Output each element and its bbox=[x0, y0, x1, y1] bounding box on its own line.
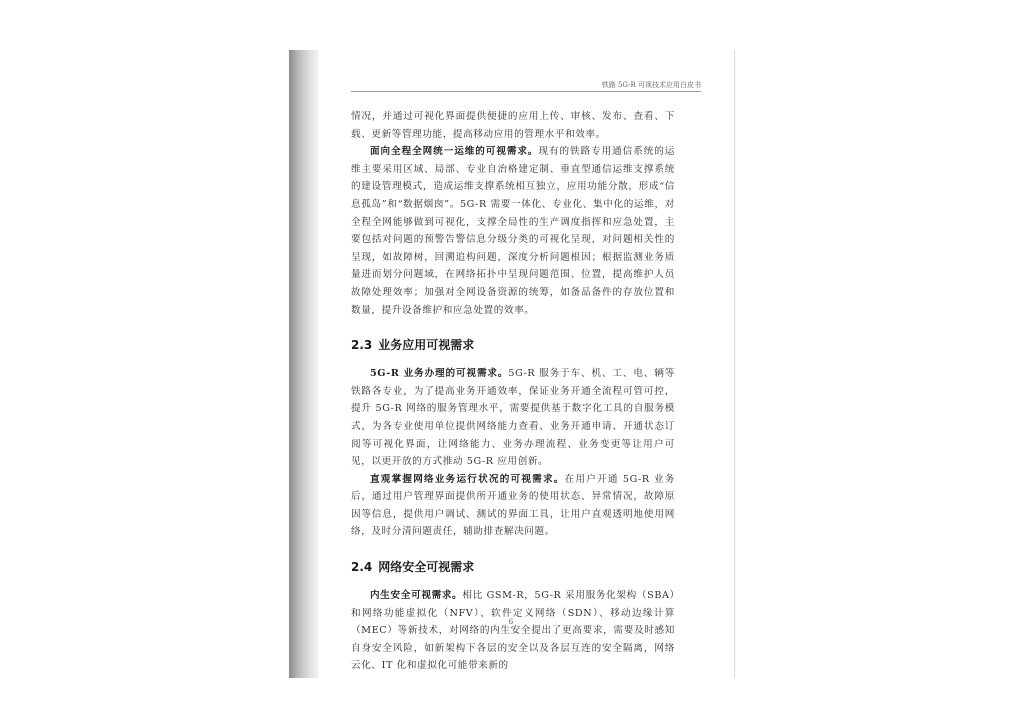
header-rule bbox=[351, 91, 701, 92]
paragraph-lead: 内生安全可视需求。 bbox=[370, 590, 463, 602]
section-number: 2.3 bbox=[351, 338, 373, 353]
section-heading bbox=[351, 337, 675, 353]
paragraph: 5G-R 业务办理的可视需求。5G-R 服务于车、机、工、电、辆等铁路各专业，为了提高业务开通效率，保证业务开通全流程可管可控，提升 5G-R 网络的服务管理水平，需要提供基于数字化工具的自服务模式，为各专业使用单位提供网络能力查看、业务开通申请、开通状态订阅等可视化界面，让网络能力、业务办理流程、业务变更等让用户可见，以更开放的方式推动 5G-R 应用创新。 bbox=[351, 368, 676, 468]
section-title: 业务应用可视需求 bbox=[378, 338, 475, 353]
page-content bbox=[351, 50, 701, 678]
book-page bbox=[289, 50, 735, 678]
page-number: 6 bbox=[508, 618, 514, 626]
paragraph-lead: 5G-R 业务办理的可视需求。 bbox=[370, 368, 509, 380]
paragraph-lead: 面向全程全网统一运维的可视需求。 bbox=[370, 146, 539, 158]
section-number: 2.4 bbox=[351, 560, 373, 575]
paragraph: 情况，并通过可视化界面提供便捷的应用上传、审核、发布、查看、下载、更新等管理功能，提高移动应用的管理水平和效率。 bbox=[351, 111, 675, 140]
running-header: 铁路 5G-R 可视技术应用白皮书 bbox=[601, 81, 701, 89]
paragraph-lead: 直观掌握网络业务运行状况的可视需求。 bbox=[370, 473, 565, 485]
text-block bbox=[351, 108, 675, 675]
page-edge bbox=[734, 50, 735, 678]
section-title: 网络安全可视需求 bbox=[378, 560, 475, 575]
paragraph: 面向全程全网统一运维的可视需求。现有的铁路专用通信系统的运维主要采用区域、局部、专业自治格建定制、垂直型通信运维支撑系统的建设管理模式，造成运维支撑系统相互独立，应用功能分散，形成“信息孤岛”和“数据烟囱”。5G-R 需要一体化、专业化、集中化的运维，对全程全网能够做到可视化，支撑全局性的生产调度指挥和应急处置，主要包括对问题的预警告警信息分级分类的可视化呈现，对问题相关性的呈现，如故障树，回溯追构问题，深度分析问题根因；根据监测业务质量进而划分问题域，在网络拓扑中呈现问题范围、位置，提高维护人员故障处理效率；加强对全网设备资源的统筹，如备品备件的存放位置和数量，提升设备维护和应急处置的效率。 bbox=[351, 146, 675, 316]
paragraph: 直观掌握网络业务运行状况的可视需求。在用户开通 5G-R 业务后，通过用户管理界面提供所开通业务的使用状态、异常情况，故障原因等信息，提供用户调试、测试的界面工具，让用户直观透明地使用网络，及时分清问题责任，辅助排查解决问题。 bbox=[351, 473, 675, 538]
paragraph: 内生安全可视需求。相比 GSM-R，5G-R 采用服务化架构（SBA）和网络功能虚拟化（NFV）、软件定义网络（SDN）、移动边缘计算（MEC）等新技术，对网络的内生安全提出了更高要求，需要及时感知自身安全风险，如新架构下各层的安全以及各层互连的安全隔离，网络云化、IT 化和虚拟化可能带来新的 bbox=[351, 590, 675, 672]
section-heading bbox=[351, 559, 675, 575]
spine-shadow bbox=[289, 50, 319, 678]
